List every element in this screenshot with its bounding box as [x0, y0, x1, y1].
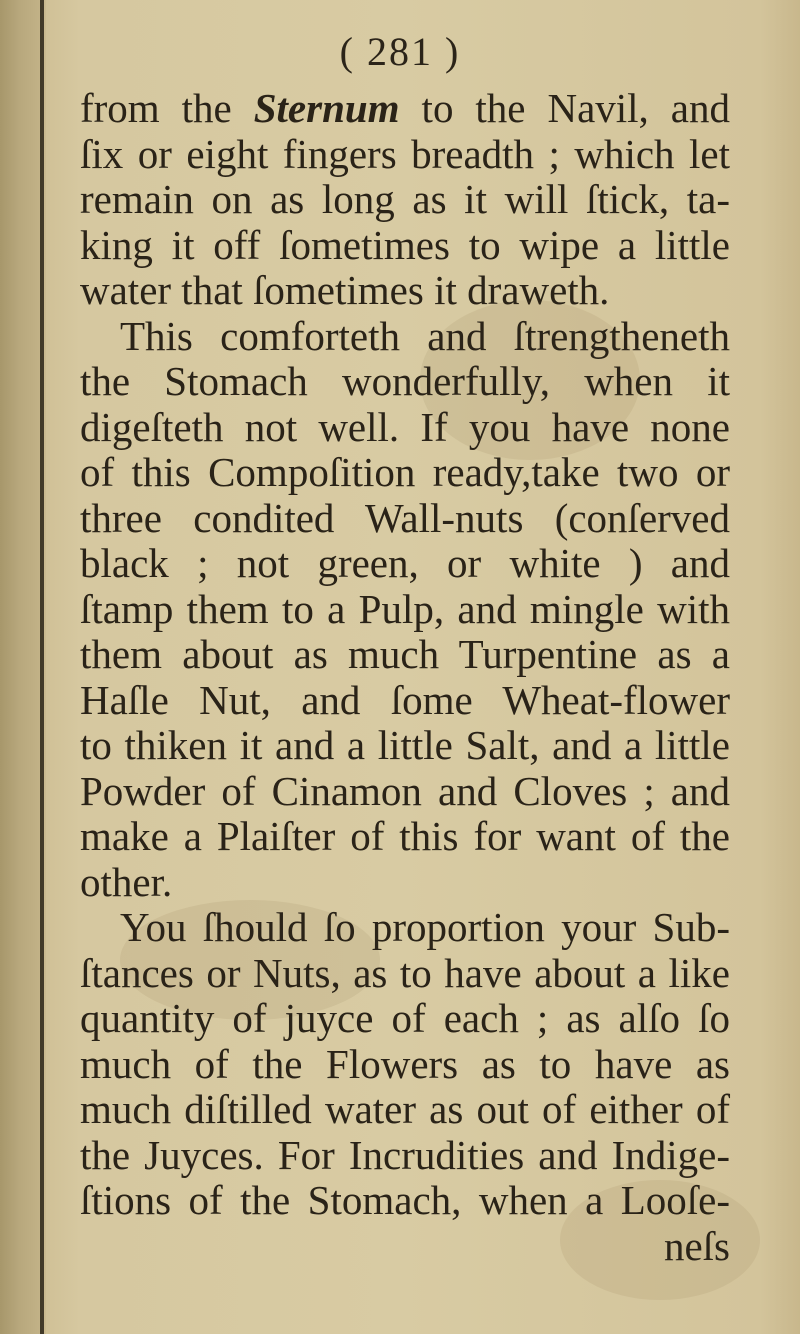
text-line: king it off ſometimes to wipe a little [80, 221, 730, 268]
catchword: neſs [663, 1222, 730, 1269]
text-line: ſix or eight fingers breadth ; which let [80, 130, 730, 177]
text-line: Powder of Cinamon and Cloves ; and [80, 767, 730, 814]
text-line: other. [80, 858, 173, 905]
text-line: ſtances or Nuts, as to have about a like [80, 949, 730, 996]
text-line: quantity of juyce of each ; as alſo ſo [80, 995, 730, 1041]
text-line: of this Compoſition ready,take two or [80, 449, 730, 495]
italic-term: Sternum [253, 85, 400, 131]
text-line: the Juyces. For Incrudities and Indige- [80, 1131, 730, 1178]
body-text [80, 86, 730, 1269]
text-line: water that ſometimes it draweth. [80, 267, 610, 313]
text-line: them about as much Turpentine as a [80, 631, 730, 677]
text-line: ſtions of the Stomach, when a Looſe- [80, 1177, 730, 1223]
text-line: remain on as long as it will ſtick, ta- [80, 176, 730, 222]
text-line: three condited Wall-nuts (conſerved [80, 494, 730, 541]
text-line: to thiken it and a little Salt, and a little [80, 722, 730, 768]
paragraph-first-line: You ſhould ſo proportion your Sub- [120, 904, 730, 950]
text-line: from the Sternum to the Navil, and [80, 85, 730, 131]
page-number: ( 281 ) [339, 29, 461, 74]
text-line: ſtamp them to a Pulp, and mingle with [80, 585, 730, 632]
text-line: digeſteth not well. If you have none [80, 403, 730, 450]
text-line: much of the Flowers as to have as [80, 1040, 730, 1087]
text-line: much diſtilled water as out of either of [80, 1086, 730, 1132]
paragraph-first-line: This comforteth and ſtrengtheneth [120, 312, 730, 359]
text-line: make a Plaiſter of this for want of the [80, 813, 730, 859]
text-line: the Stomach wonderfully, when it [80, 358, 730, 404]
binding-edge [40, 0, 44, 1334]
text-line: Haſle Nut, and ſome Wheat-flower [80, 676, 730, 723]
text-line: black ; not green, or white ) and [80, 540, 730, 586]
